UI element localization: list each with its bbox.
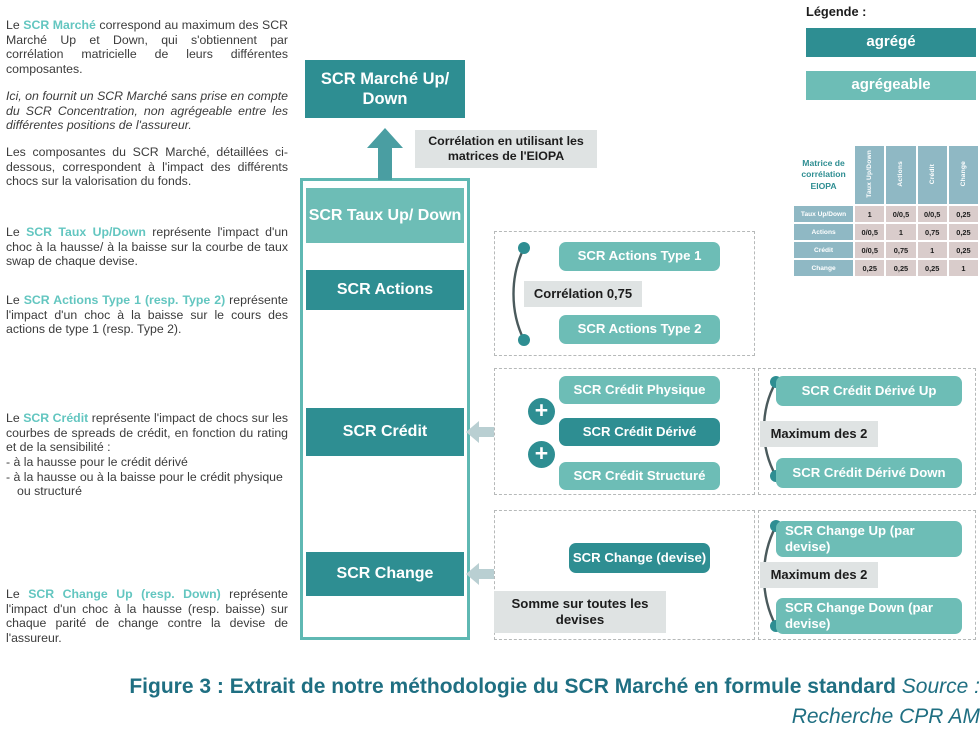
matrix-cell-2-1: 0,75: [886, 242, 915, 258]
matrix-corner-title: Matrice de corrélation EIOPA: [794, 146, 853, 204]
box-scr-change[interactable]: SCR Change: [306, 552, 464, 596]
para6-pre: Le: [6, 411, 24, 426]
spacer-3: [6, 337, 288, 375]
plus-icon-1: +: [528, 398, 555, 425]
para1-post: correspond au maximum des SCR Marché Up et Down, qui s'obtiennent par corrélation matricielle de leurs différentes composantes.: [6, 18, 288, 77]
para7-pre: Le: [6, 587, 29, 602]
caption-main: Figure 3 : Extrait de notre méthodologie du SCR Marché en formule standard: [129, 675, 902, 698]
matrix-cell-1-3: 0,25: [949, 224, 978, 240]
para4-highlight: SCR Taux Up/Down: [26, 225, 146, 240]
label-correlation-eiopa: Corrélation en utilisant les matrices de l'EIOPA: [415, 130, 597, 168]
plus-icon-2: +: [528, 441, 555, 468]
matrix-col-1-label: Actions: [897, 161, 905, 187]
label-somme-devises: Somme sur toutes les devises: [494, 591, 666, 633]
matrix-cell-1-1: 1: [886, 224, 915, 240]
box-scr-change-up[interactable]: SCR Change Up (par devise): [776, 521, 962, 557]
para1-highlight: SCR Marché: [23, 18, 96, 33]
explanatory-text-column: [6, 6, 288, 646]
box-scr-change-devise[interactable]: SCR Change (devise): [569, 543, 710, 573]
matrix-cell-3-2: 0,25: [918, 260, 947, 276]
matrix-row-2-label: Crédit: [794, 242, 853, 258]
para1-pre: Le: [6, 18, 24, 33]
arrow-left-credit-icon: [466, 419, 496, 445]
matrix-cell-3-3: 1: [949, 260, 978, 276]
spacer-2: [6, 269, 288, 281]
spacer-4b: [6, 537, 288, 575]
correlation-matrix: [792, 144, 980, 278]
matrix-col-1: [886, 146, 915, 204]
para6-highlight: SCR Crédit: [23, 411, 89, 426]
arrow-up-icon: [367, 128, 403, 180]
box-scr-credit-structure[interactable]: SCR Crédit Structuré: [559, 462, 720, 490]
matrix-cell-0-3: 0,25: [949, 206, 978, 222]
matrix-row: [794, 224, 978, 240]
para5-pre: Le: [6, 293, 24, 308]
credit-bullet-1: - à la hausse pour le crédit dérivé: [6, 455, 188, 470]
box-scr-actions-type1[interactable]: SCR Actions Type 1: [559, 242, 720, 271]
arrow-left-change-icon: [466, 561, 496, 587]
para5-post: représente l'impact d'un choc à la baisse sur le cours des actions de type 1 (resp. Type 2).: [6, 293, 288, 337]
para7-post: représente l'impact d'un choc à la hausse (resp. baisse) sur chaque parité de change contre la devise de l'assureur.: [6, 587, 288, 645]
matrix-row: [794, 260, 978, 276]
matrix-cell-2-2: 1: [918, 242, 947, 258]
box-scr-taux-up-down[interactable]: SCR Taux Up/ Down: [306, 188, 464, 243]
matrix-cell-3-1: 0,25: [886, 260, 915, 276]
matrix-cell-0-1: 0/0,5: [886, 206, 915, 222]
legend-item-agregeable: agrégeable: [806, 71, 976, 100]
spacer-4: [6, 499, 288, 537]
box-scr-actions-type2[interactable]: SCR Actions Type 2: [559, 315, 720, 344]
matrix-cell-0-0: 1: [855, 206, 884, 222]
paragraph-scr-concentration: Ici, on fournit un SCR Marché sans prise en compte du SCR Concentration, non agrégeable entre les différentes positions de l'assureur.: [6, 88, 288, 133]
spacer-3b: [6, 375, 288, 399]
matrix-cell-2-3: 0,25: [949, 242, 978, 258]
spacer-1: [6, 189, 288, 213]
matrix-cell-0-2: 0/0,5: [918, 206, 947, 222]
matrix-cell-1-0: 0/0,5: [855, 224, 884, 240]
matrix-cell-1-2: 0,75: [918, 224, 947, 240]
legend-item-agrege: agrégé: [806, 28, 976, 57]
label-maximum-des-2-change: Maximum des 2: [760, 562, 878, 588]
matrix-col-2-label: Crédit: [928, 163, 936, 185]
matrix-row-0-label: Taux Up/Down: [794, 206, 853, 222]
matrix-cell-2-0: 0/0,5: [855, 242, 884, 258]
figure-caption: [40, 672, 980, 732]
para5-highlight: SCR Actions Type 1 (resp. Type 2): [23, 293, 226, 308]
para6-post: représente l'impact de chocs sur les courbes de spreads de crédit, en fonction du rating et de la sensibilité :: [6, 411, 288, 455]
label-correlation-075: Corrélation 0,75: [524, 281, 642, 307]
matrix-header-row: [794, 146, 978, 204]
paragraph-scr-taux: [6, 225, 288, 269]
credit-bullet-2: - à la hausse ou à la baisse pour le crédit physique ou structuré: [6, 469, 283, 499]
matrix-cell-3-0: 0,25: [855, 260, 884, 276]
matrix-col-0-label: Taux Up/Down: [866, 150, 874, 198]
caption-source: Source : Recherche CPR AM: [791, 675, 980, 728]
para4-pre: Le: [6, 225, 27, 240]
para4-post: représente l'impact d'un choc à la hausse/ à la baisse sur la courbe de taux swap de chaque devise.: [6, 225, 288, 269]
paragraph-scr-credit: [6, 411, 288, 455]
box-scr-actions[interactable]: SCR Actions: [306, 270, 464, 310]
paragraph-scr-actions: [6, 293, 288, 337]
box-scr-credit-derive-up[interactable]: SCR Crédit Dérivé Up: [776, 376, 962, 406]
matrix-header: [794, 146, 978, 204]
matrix-row-1-label: Actions: [794, 224, 853, 240]
box-scr-credit[interactable]: SCR Crédit: [306, 408, 464, 456]
matrix-body: [794, 206, 978, 276]
box-scr-credit-derive[interactable]: SCR Crédit Dérivé: [559, 418, 720, 446]
box-scr-marche-up-down[interactable]: SCR Marché Up/ Down: [305, 60, 465, 118]
legend-title: Légende :: [806, 4, 867, 19]
matrix-row: [794, 206, 978, 222]
matrix-col-0: [855, 146, 884, 204]
box-scr-credit-derive-down[interactable]: SCR Crédit Dérivé Down: [776, 458, 962, 488]
paragraph-composantes: Les composantes du SCR Marché, détaillées ci-dessous, correspondent à l'impact des différents chocs sur la valorisation du fonds.: [6, 145, 288, 189]
paragraph-scr-marche: [6, 18, 288, 76]
matrix-col-3-label: Change: [959, 161, 967, 187]
box-scr-credit-physique[interactable]: SCR Crédit Physique: [559, 376, 720, 404]
matrix-col-2: [918, 146, 947, 204]
para7-highlight: SCR Change Up (resp. Down): [28, 587, 221, 602]
label-maximum-des-2-credit: Maximum des 2: [760, 421, 878, 447]
paragraph-scr-change: [6, 587, 288, 645]
matrix-row: [794, 242, 978, 258]
credit-bullet-list: [6, 455, 288, 499]
matrix-col-3: [949, 146, 978, 204]
box-scr-change-down[interactable]: SCR Change Down (par devise): [776, 598, 962, 634]
matrix-row-3-label: Change: [794, 260, 853, 276]
